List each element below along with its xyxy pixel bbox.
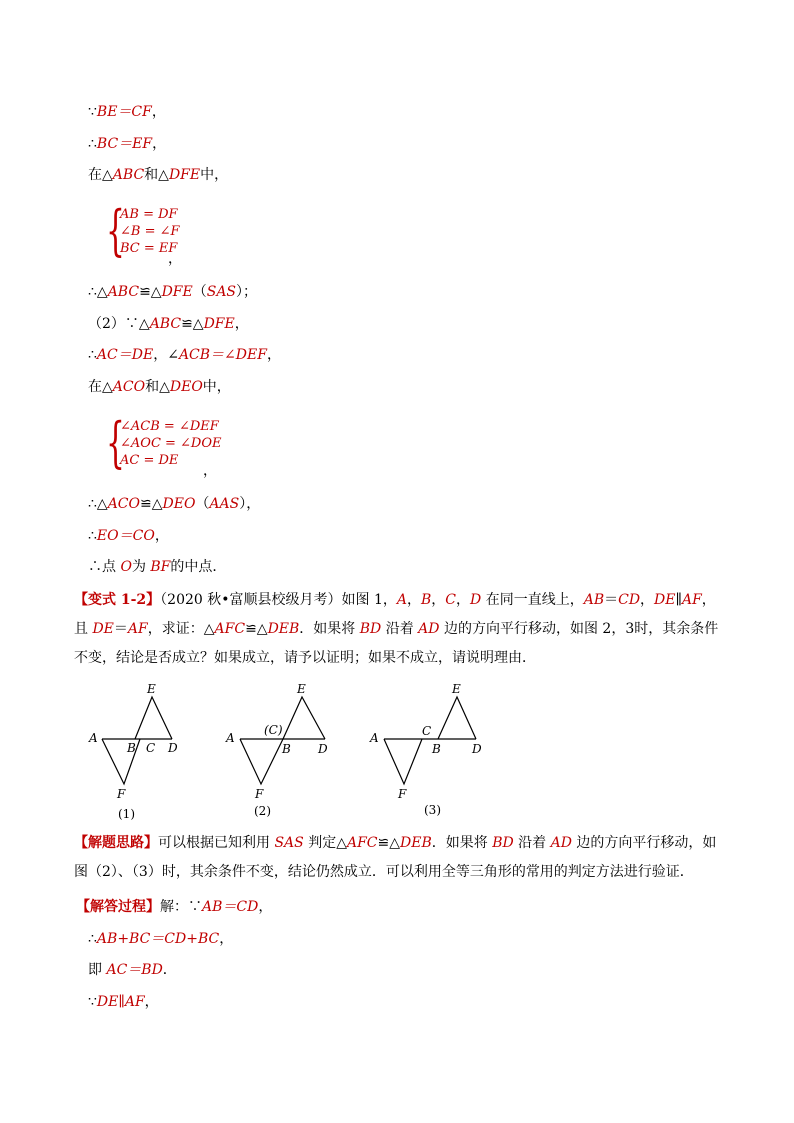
fig3-label-b: B xyxy=(432,742,441,756)
fig2-label-c: (C) xyxy=(264,723,283,737)
fig1-label-c: C xyxy=(146,741,156,755)
line-part-2: （2）∵△ABC≌△DFE， xyxy=(88,316,249,332)
line-ac-de: ∴AC＝DE，∠ACB＝∠DEF， xyxy=(88,347,281,363)
line-in-triangles: 在△ABC和△DFE中， xyxy=(88,167,229,183)
line-congruent-sas: ∴△ABC≌△DFE（SAS）； xyxy=(88,284,258,300)
fig1-label-d: D xyxy=(168,741,178,755)
fig1-label-a: A xyxy=(89,731,98,745)
brace: { xyxy=(106,199,125,262)
fig3-label-f: F xyxy=(398,787,407,801)
figure-3 xyxy=(384,697,476,784)
line-sum: ∴AB+BC＝CD+BC， xyxy=(88,931,234,947)
line-congruent-aas: ∴△ACO≌△DEO（AAS）， xyxy=(88,496,261,512)
fig2-label-f: F xyxy=(255,787,264,801)
geometry-figures xyxy=(80,678,520,828)
solution-process: 【解答过程】解：∵AB＝CD， xyxy=(76,899,273,915)
line-be-cf: ∵BE＝CF， xyxy=(88,104,166,120)
fig3-caption: (3) xyxy=(424,803,441,817)
fig1-caption: (1) xyxy=(118,807,135,821)
line-bc-ef: ∴BC＝EF， xyxy=(88,136,167,152)
fig3-label-e: E xyxy=(452,682,461,696)
fig3-label-a: A xyxy=(370,731,379,745)
fig1-label-f: F xyxy=(117,787,126,801)
variant-problem: 【变式 1-2】（2020 秋•富顺县校级月考）如图 1，A，B，C，D 在同一直线上，AB＝CD，DE∥AF，且 DE＝AF，求证：△AFC≌△DEB．如果将 BD 沿着 AD 边的方向平行移动，如图 2，3时，其余条件不变，结论是否成立？如果成立，请予以证明；如果不成立，请说明理由． xyxy=(74,592,719,666)
line-midpoint: ∴点 O为 BF的中点． xyxy=(88,559,227,575)
figure-2 xyxy=(240,697,325,784)
brace: { xyxy=(106,411,125,474)
fig1-label-e: E xyxy=(147,682,156,696)
figure-1 xyxy=(102,697,172,784)
fig2-label-b: B xyxy=(282,742,291,756)
equation-system-1: { AB = DF ∠B = ∠F BC = EF xyxy=(106,199,180,262)
line-eo-co: ∴EO＝CO， xyxy=(88,528,169,544)
fig2-caption: (2) xyxy=(254,804,271,818)
fig1-label-b: B xyxy=(127,741,136,755)
solution-idea: 【解题思路】可以根据已知利用 SAS 判定△AFC≌△DEB．如果将 BD 沿着 AD 边的方向平行移动，如图（2）、（3）时，其余条件不变，结论仍然成立．可以利用全等三角形的常用的判定方法进行验证． xyxy=(74,835,717,880)
fig3-label-c: C xyxy=(422,724,432,738)
line-parallel: ∵DE∥AF， xyxy=(88,994,159,1010)
comma: ， xyxy=(203,463,217,479)
equation-system-2: { ∠ACB = ∠DEF ∠AOC = ∠DOE AC = DE xyxy=(106,411,222,474)
line-in-aco-deo: 在△ACO和△DEO中， xyxy=(88,379,231,395)
comma: ， xyxy=(168,251,182,267)
fig2-label-e: E xyxy=(297,682,306,696)
line-ac-bd: 即 AC＝BD． xyxy=(88,962,177,978)
fig2-label-d: D xyxy=(318,742,328,756)
fig3-label-d: D xyxy=(472,742,482,756)
fig2-label-a: A xyxy=(226,731,235,745)
